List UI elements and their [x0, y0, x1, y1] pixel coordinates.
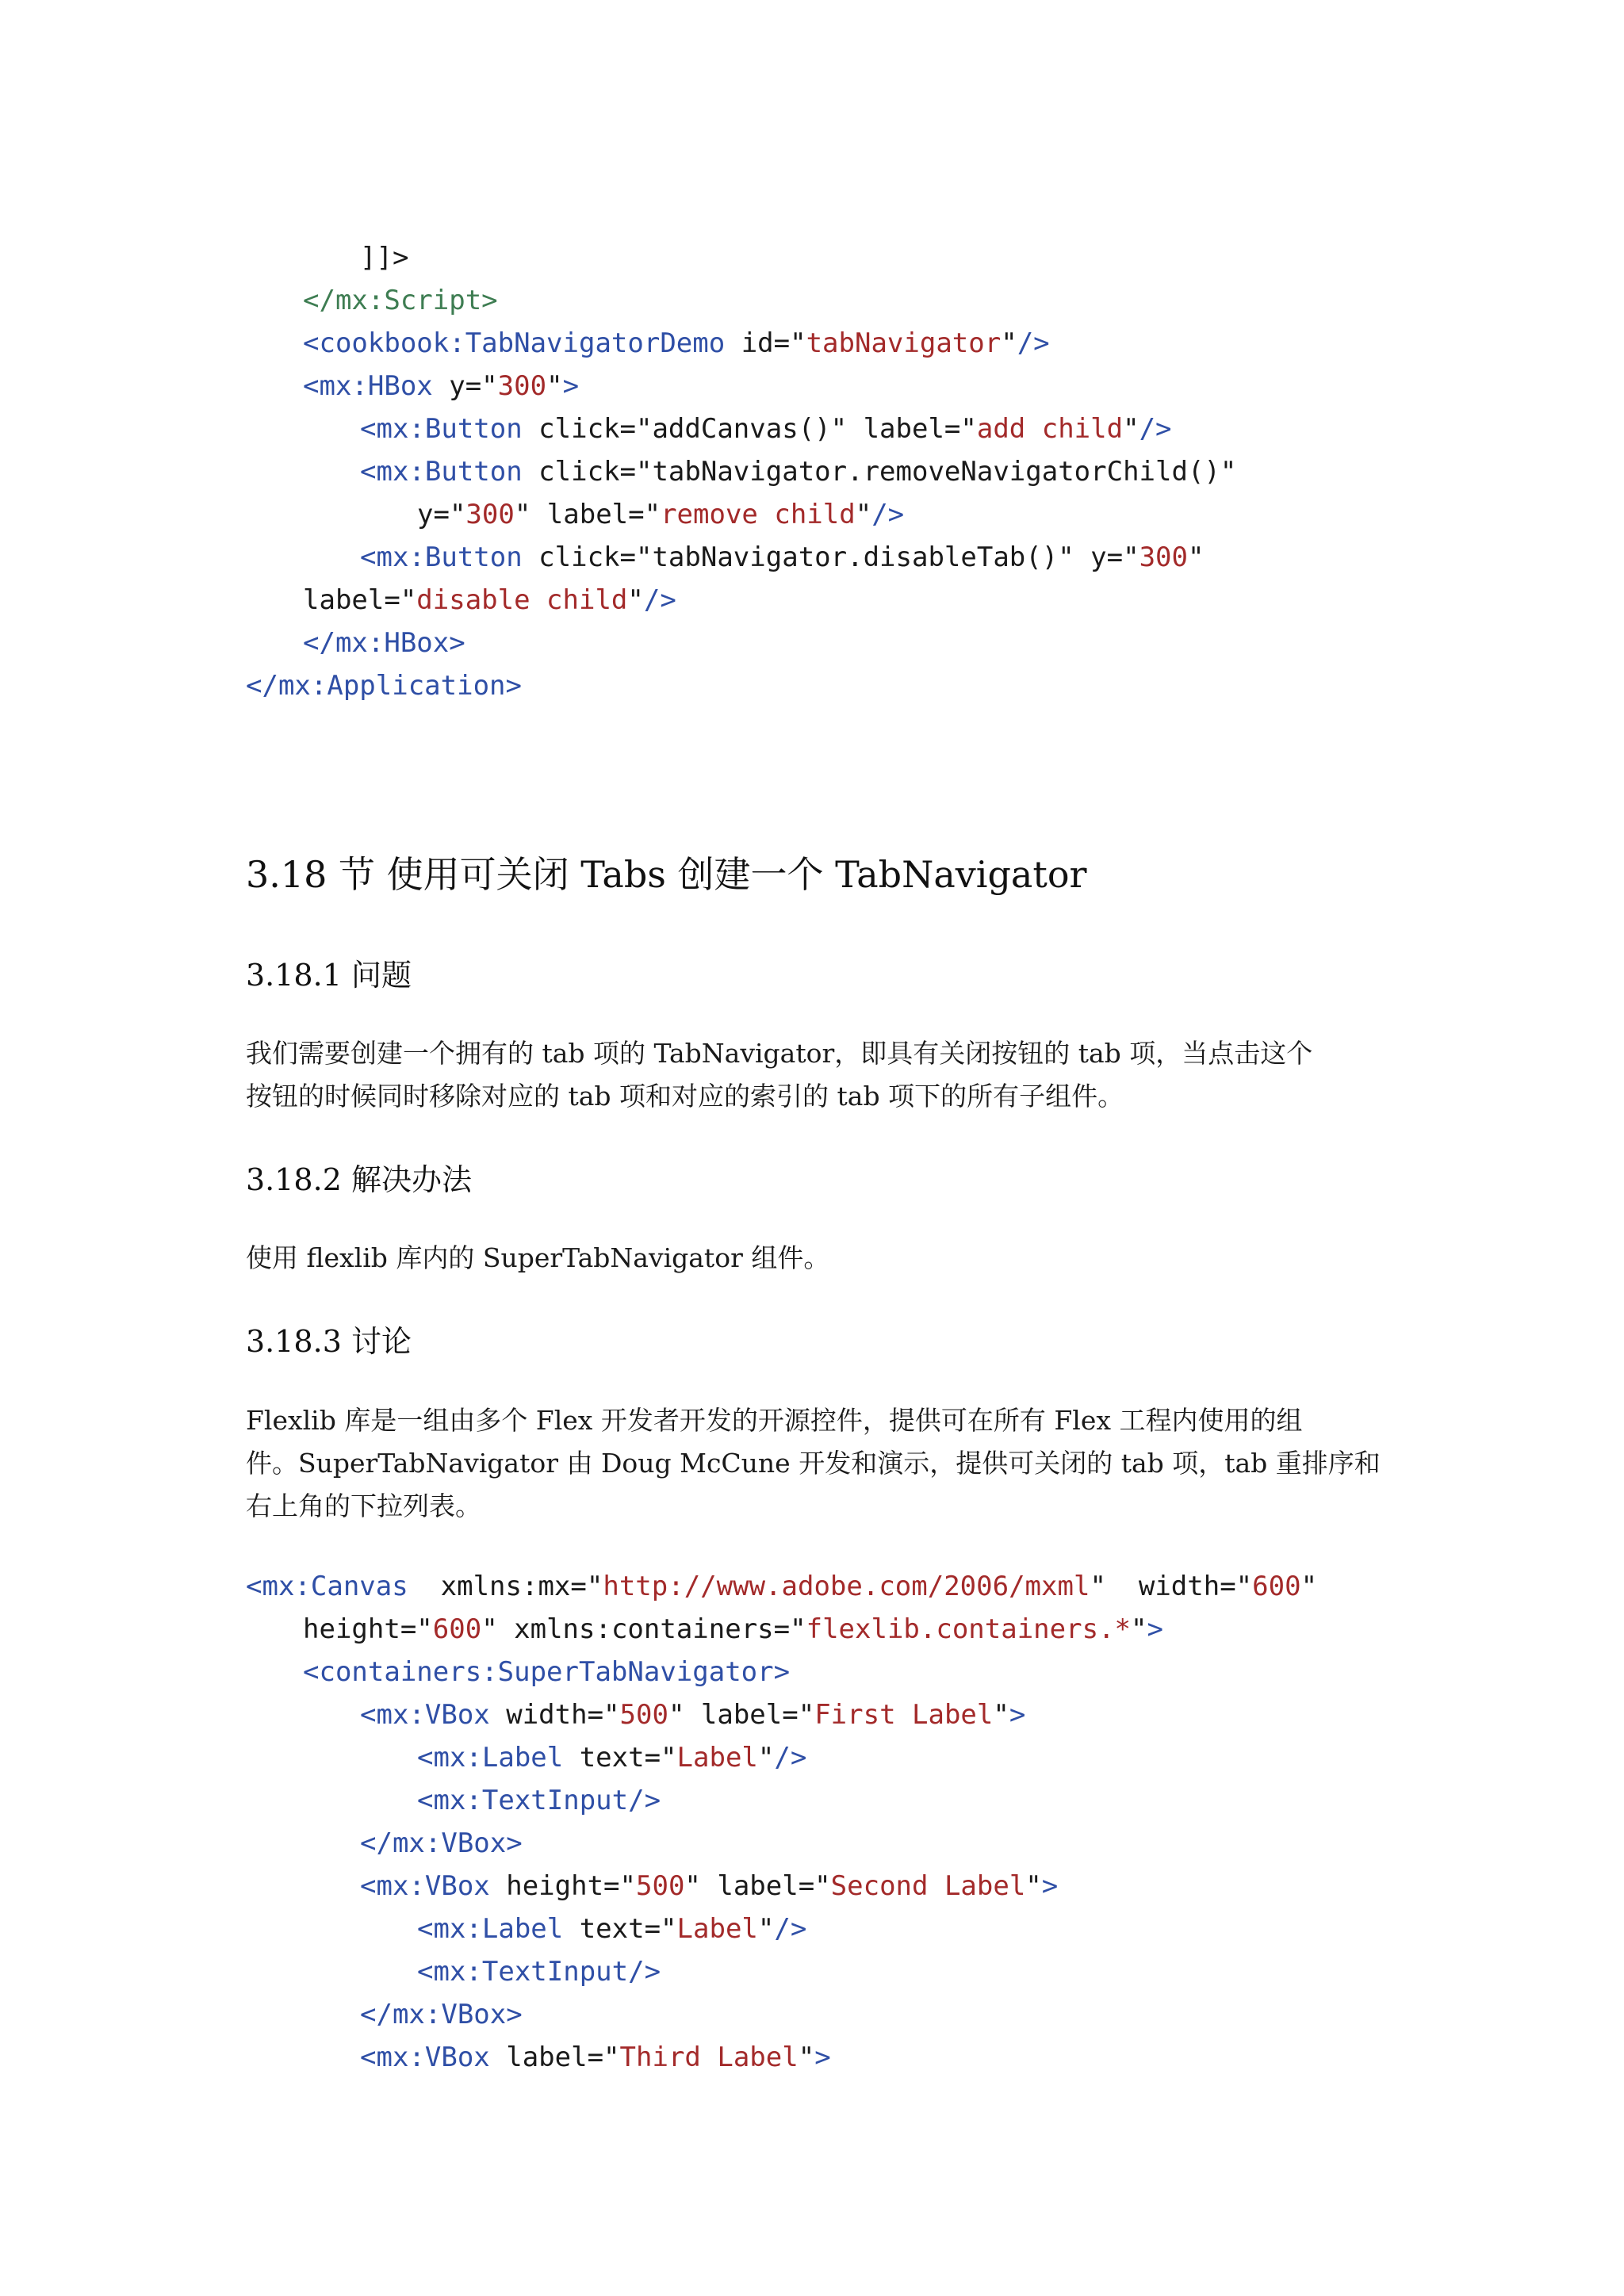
code-token: ]]> — [360, 242, 409, 274]
code-line — [360, 1822, 523, 1865]
code-token: " — [757, 1742, 775, 1774]
code-token: </mx:VBox> — [360, 1999, 523, 2030]
code-token: </mx:HBox> — [303, 627, 465, 659]
code-token: http://www.adobe.com/2006/mxml — [603, 1571, 1090, 1602]
code-line — [303, 1608, 1163, 1651]
code-token: " — [798, 2042, 815, 2073]
code-token: " — [1300, 1571, 1318, 1602]
code-token: flexlib.containers.* — [806, 1613, 1131, 1645]
code-token: add child — [976, 413, 1124, 445]
code-line — [360, 1865, 1058, 1908]
code-token: First Label — [814, 1699, 994, 1731]
code-line — [360, 1993, 523, 2036]
code-token: 500 — [636, 1870, 685, 1902]
code-token: Second Label — [830, 1870, 1026, 1902]
paragraph-discussion — [246, 1399, 1380, 1528]
code-token: <mx:VBox — [360, 1699, 490, 1731]
code-line — [417, 1779, 661, 1822]
code-token: /> — [871, 499, 905, 530]
code-token: text=" — [563, 1913, 677, 1945]
code-token: <mx:Label — [417, 1742, 564, 1774]
code-token: " — [1187, 541, 1205, 573]
code-token: 500 — [619, 1699, 668, 1731]
code-token: xmlns:mx=" — [408, 1571, 603, 1602]
code-token: " — [546, 370, 563, 402]
code-token: " — [993, 1699, 1009, 1731]
code-token: " width=" — [1090, 1571, 1253, 1602]
code-line — [417, 1908, 806, 1950]
code-token: y=" — [417, 499, 466, 530]
paragraph-line: 使用 flexlib 库内的 SuperTabNavigator 组件。 — [246, 1242, 830, 1273]
code-token: " — [757, 1913, 775, 1945]
code-token: <mx:Canvas — [246, 1571, 408, 1602]
code-token: y=" — [432, 370, 498, 402]
code-line — [303, 1651, 790, 1693]
section-heading: 3.18 节 使用可关闭 Tabs 创建一个 TabNavigator — [246, 853, 1087, 896]
code-token: </mx:VBox> — [360, 1827, 523, 1859]
code-token: Label — [676, 1742, 758, 1774]
code-token: " xmlns:containers=" — [481, 1613, 806, 1645]
code-line — [417, 493, 904, 536]
code-token: 600 — [432, 1613, 482, 1645]
code-token: /> — [774, 1742, 807, 1774]
code-line — [417, 1736, 806, 1779]
code-token: " — [855, 499, 872, 530]
code-token: click="tabNavigator.disableTab()" y=" — [522, 541, 1139, 573]
paragraph-line: Flexlib 库是一组由多个 Flex 开发者开发的开源控件，提供可在所有 Flex 工程内使用的组 — [246, 1405, 1303, 1436]
code-token: <mx:Button — [360, 456, 523, 488]
code-token: " — [1123, 413, 1139, 445]
code-token: > — [1041, 1870, 1059, 1902]
paragraph-problem — [246, 1032, 1380, 1118]
code-token: " — [627, 584, 644, 616]
paragraph-line: 件。SuperTabNavigator 由 Doug McCune 开发和演示，提供可关闭的 tab 项，tab 重排序和 — [246, 1448, 1381, 1479]
code-line — [303, 579, 676, 622]
code-token: <cookbook:TabNavigatorDemo — [303, 327, 726, 359]
code-token: <containers:SuperTabNavigator> — [303, 1656, 791, 1688]
code-token: " label=" — [684, 1870, 831, 1902]
code-token: text=" — [563, 1742, 677, 1774]
code-token: click="addCanvas()" label=" — [522, 413, 977, 445]
code-line — [360, 236, 408, 279]
code-token: 600 — [1252, 1571, 1301, 1602]
code-token: Label — [676, 1913, 758, 1945]
code-token: height=" — [303, 1613, 433, 1645]
code-token: 300 — [497, 370, 547, 402]
code-line — [246, 1565, 1317, 1608]
code-line — [417, 1950, 661, 1993]
paragraph-line: 右上角的下拉列表。 — [246, 1490, 481, 1521]
code-token: <mx:TextInput/> — [417, 1956, 661, 1988]
code-token: " — [1131, 1613, 1147, 1645]
code-token: click="tabNavigator.removeNavigatorChild()" — [522, 456, 1237, 488]
subheading-solution: 3.18.2 解决办法 — [246, 1162, 472, 1197]
code-token: label=" — [303, 584, 417, 616]
code-token: > — [1147, 1613, 1163, 1645]
code-token: </mx:Script> — [303, 285, 498, 316]
code-token: /> — [1139, 413, 1172, 445]
code-line — [360, 2036, 831, 2079]
code-token: > — [1009, 1699, 1026, 1731]
code-token: <mx:Button — [360, 541, 523, 573]
code-token: 300 — [1139, 541, 1188, 573]
code-token: </mx:Application> — [246, 670, 522, 702]
paragraph-line: 按钮的时候同时移除对应的 tab 项和对应的索引的 tab 项下的所有子组件。 — [246, 1081, 1124, 1112]
code-token: " label=" — [514, 499, 661, 530]
code-line — [303, 365, 579, 408]
code-token: tabNavigator — [806, 327, 1002, 359]
code-token: <mx:TextInput/> — [417, 1785, 661, 1816]
code-token: Third Label — [619, 2042, 799, 2073]
code-token: <mx:HBox — [303, 370, 433, 402]
code-token: > — [562, 370, 580, 402]
code-token: height=" — [489, 1870, 636, 1902]
code-line — [360, 1693, 1025, 1736]
code-token: label=" — [489, 2042, 620, 2073]
code-token: > — [814, 2042, 831, 2073]
code-token: width=" — [489, 1699, 620, 1731]
code-token: 300 — [465, 499, 515, 530]
paragraph-line: 我们需要创建一个拥有的 tab 项的 TabNavigator，即具有关闭按钮的 tab 项，当点击这个 — [246, 1038, 1313, 1069]
code-line — [246, 664, 522, 707]
subheading-problem: 3.18.1 问题 — [246, 958, 412, 993]
code-token: " — [1001, 327, 1017, 359]
code-token: <mx:Label — [417, 1913, 564, 1945]
code-token: <mx:VBox — [360, 2042, 490, 2073]
code-token: <mx:Button — [360, 413, 523, 445]
code-line — [303, 322, 1050, 365]
code-token: disable child — [416, 584, 628, 616]
code-line — [360, 536, 1204, 579]
code-line — [303, 622, 465, 664]
paragraph-solution — [246, 1237, 1380, 1280]
code-line — [360, 408, 1172, 450]
code-token: <mx:VBox — [360, 1870, 490, 1902]
code-token: /> — [774, 1913, 807, 1945]
code-line — [303, 279, 498, 322]
code-token: /> — [1017, 327, 1050, 359]
code-token: " label=" — [668, 1699, 815, 1731]
code-line — [360, 450, 1236, 493]
code-token: remove child — [661, 499, 856, 530]
code-token: /> — [643, 584, 676, 616]
subheading-discussion: 3.18.3 讨论 — [246, 1324, 412, 1359]
code-token: " — [1025, 1870, 1042, 1902]
code-token: id=" — [725, 327, 806, 359]
